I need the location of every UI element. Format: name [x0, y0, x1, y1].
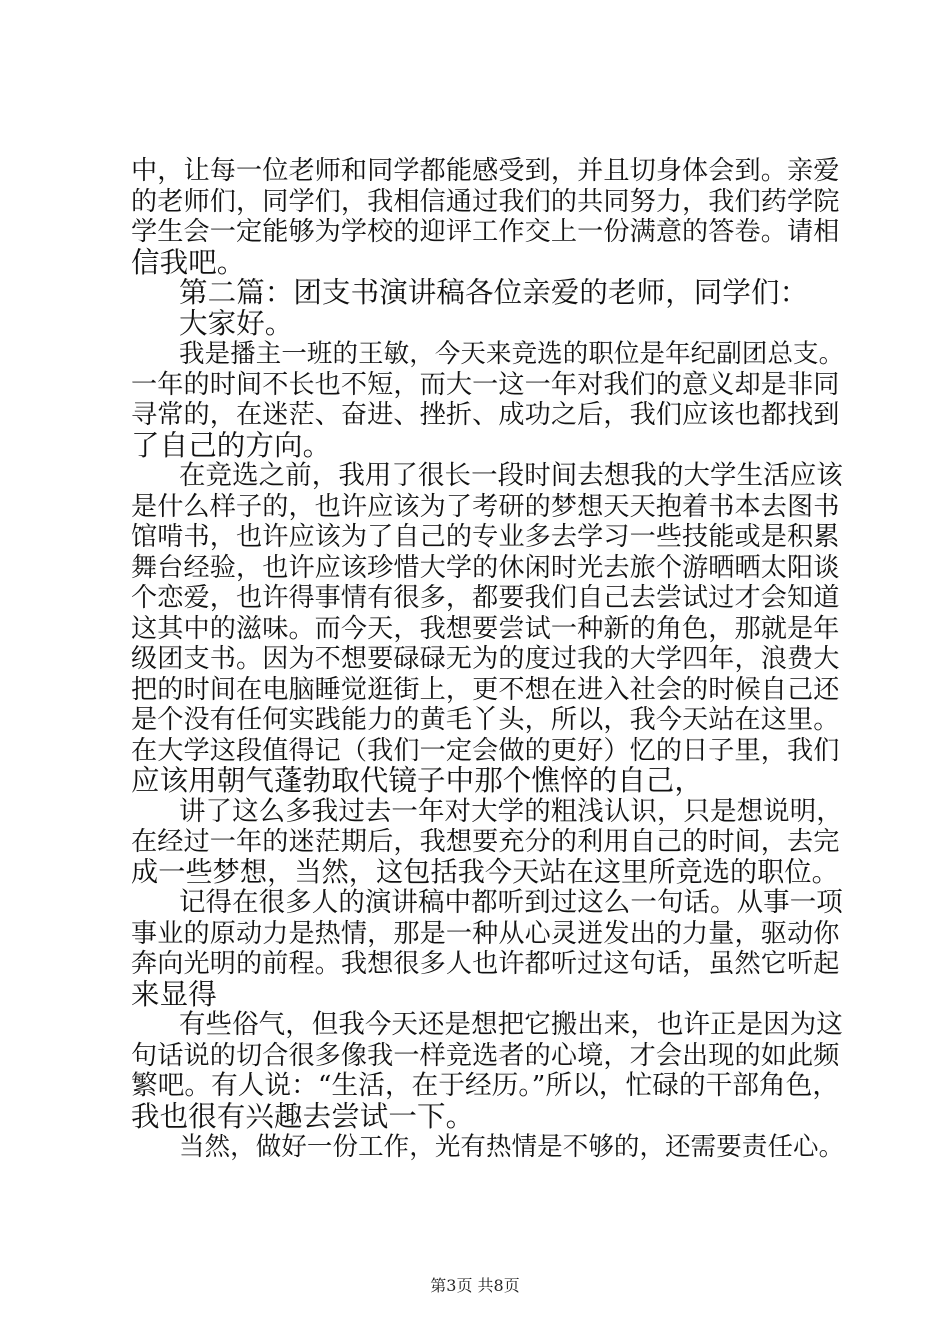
text-line: 成一些梦想，当然，这包括我今天站在这里所竞选的职位。 — [131, 856, 839, 888]
text-line: 在经过一年的迷茫期后，我想要充分的利用自己的时间，去完 — [131, 827, 840, 857]
text-line: 馆啃书，也许应该为了自己的专业多去学习一些技能或是积累 — [131, 522, 840, 552]
text-line: 信我吧。 — [131, 245, 246, 279]
text-line: 舞台经验，也许应该珍惜大学的休闲时光去旅个游晒晒太阳谈 — [131, 552, 840, 583]
text-line: 我也很有兴趣去尝试一下。 — [131, 1099, 475, 1133]
text-line: 这其中的滋味。而今天，我想要尝试一种新的角色，那就是年 — [131, 613, 840, 644]
text-line: 中，让每一位老师和同学都能感受到，并且切身体会到。亲爱 — [131, 156, 840, 186]
text-line: 来显得 — [131, 977, 217, 1011]
text-line: 在竞选之前，我用了很长一段时间去想我的大学生活应该 — [179, 460, 843, 491]
text-line: 级团支书。因为不想要碌碌无为的度过我的大学四年，浪费大 — [131, 644, 840, 674]
text-line: 是个没有任何实践能力的黄毛丫头，所以，我今天站在这里。 — [131, 705, 840, 735]
document-body — [131, 156, 843, 1163]
text-line: 了自己的方向。 — [131, 428, 332, 462]
text-line: 句话说的切合很多像我一样竞选者的心境，才会出现的如此频 — [131, 1040, 840, 1071]
text-line: 的老师们，同学们，我相信通过我们的共同努力，我们药学院 — [131, 186, 840, 217]
text-line: 一年的时间不长也不短，而大一这一年对我们的意义却是非同 — [131, 369, 840, 400]
text-line: 记得在很多人的演讲稿中都听到过这么一句话。从事一项 — [179, 887, 843, 918]
text-line: 是什么样子的，也许应该为了考研的梦想天天抱着书本去图书 — [131, 491, 840, 522]
page-footer: 第3页 共8页 — [430, 1276, 520, 1295]
text-line: 事业的原动力是热情，那是一种从心灵迸发出的力量，驱动你 — [131, 918, 840, 949]
text-line: 第二篇：团支书演讲稿各位亲爱的老师，同学们： — [179, 276, 809, 309]
text-line: 应该用朝气蓬勃取代镜子中那个憔悴的自己， — [131, 764, 704, 797]
text-line: 寻常的，在迷茫、奋进、挫折、成功之后，我们应该也都找到 — [131, 400, 840, 430]
text-line: 繁吧。有人说：“生活，在于经历。”所以，忙碌的干部角色， — [131, 1070, 840, 1101]
text-line: 奔向光明的前程。我想很多人也许都听过这句话，虽然它听起 — [131, 949, 840, 979]
text-line: 把的时间在电脑睡觉逛街上，更不想在进入社会的时候自己还 — [131, 674, 840, 705]
text-line: 大家好。 — [179, 306, 294, 340]
text-line: 讲了这么多我过去一年对大学的粗浅认识，只是想说明， — [179, 795, 843, 827]
text-line: 有些俗气，但我今天还是想把它搬出来，也许正是因为这 — [179, 1009, 843, 1040]
text-line: 我是播主一班的王敏，今天来竞选的职位是年纪副团总支。 — [179, 339, 845, 369]
text-line: 当然，做好一份工作，光有热情是不够的，还需要责任心。 — [179, 1132, 845, 1162]
text-line: 在大学这段值得记（我们一定会做的更好）忆的日子里，我们 — [131, 735, 840, 766]
text-line: 学生会一定能够为学校的迎评工作交上一份满意的答卷。请相 — [131, 217, 840, 247]
text-line: 个恋爱，也许得事情有很多，都要我们自己去尝试过才会知道 — [131, 583, 840, 613]
